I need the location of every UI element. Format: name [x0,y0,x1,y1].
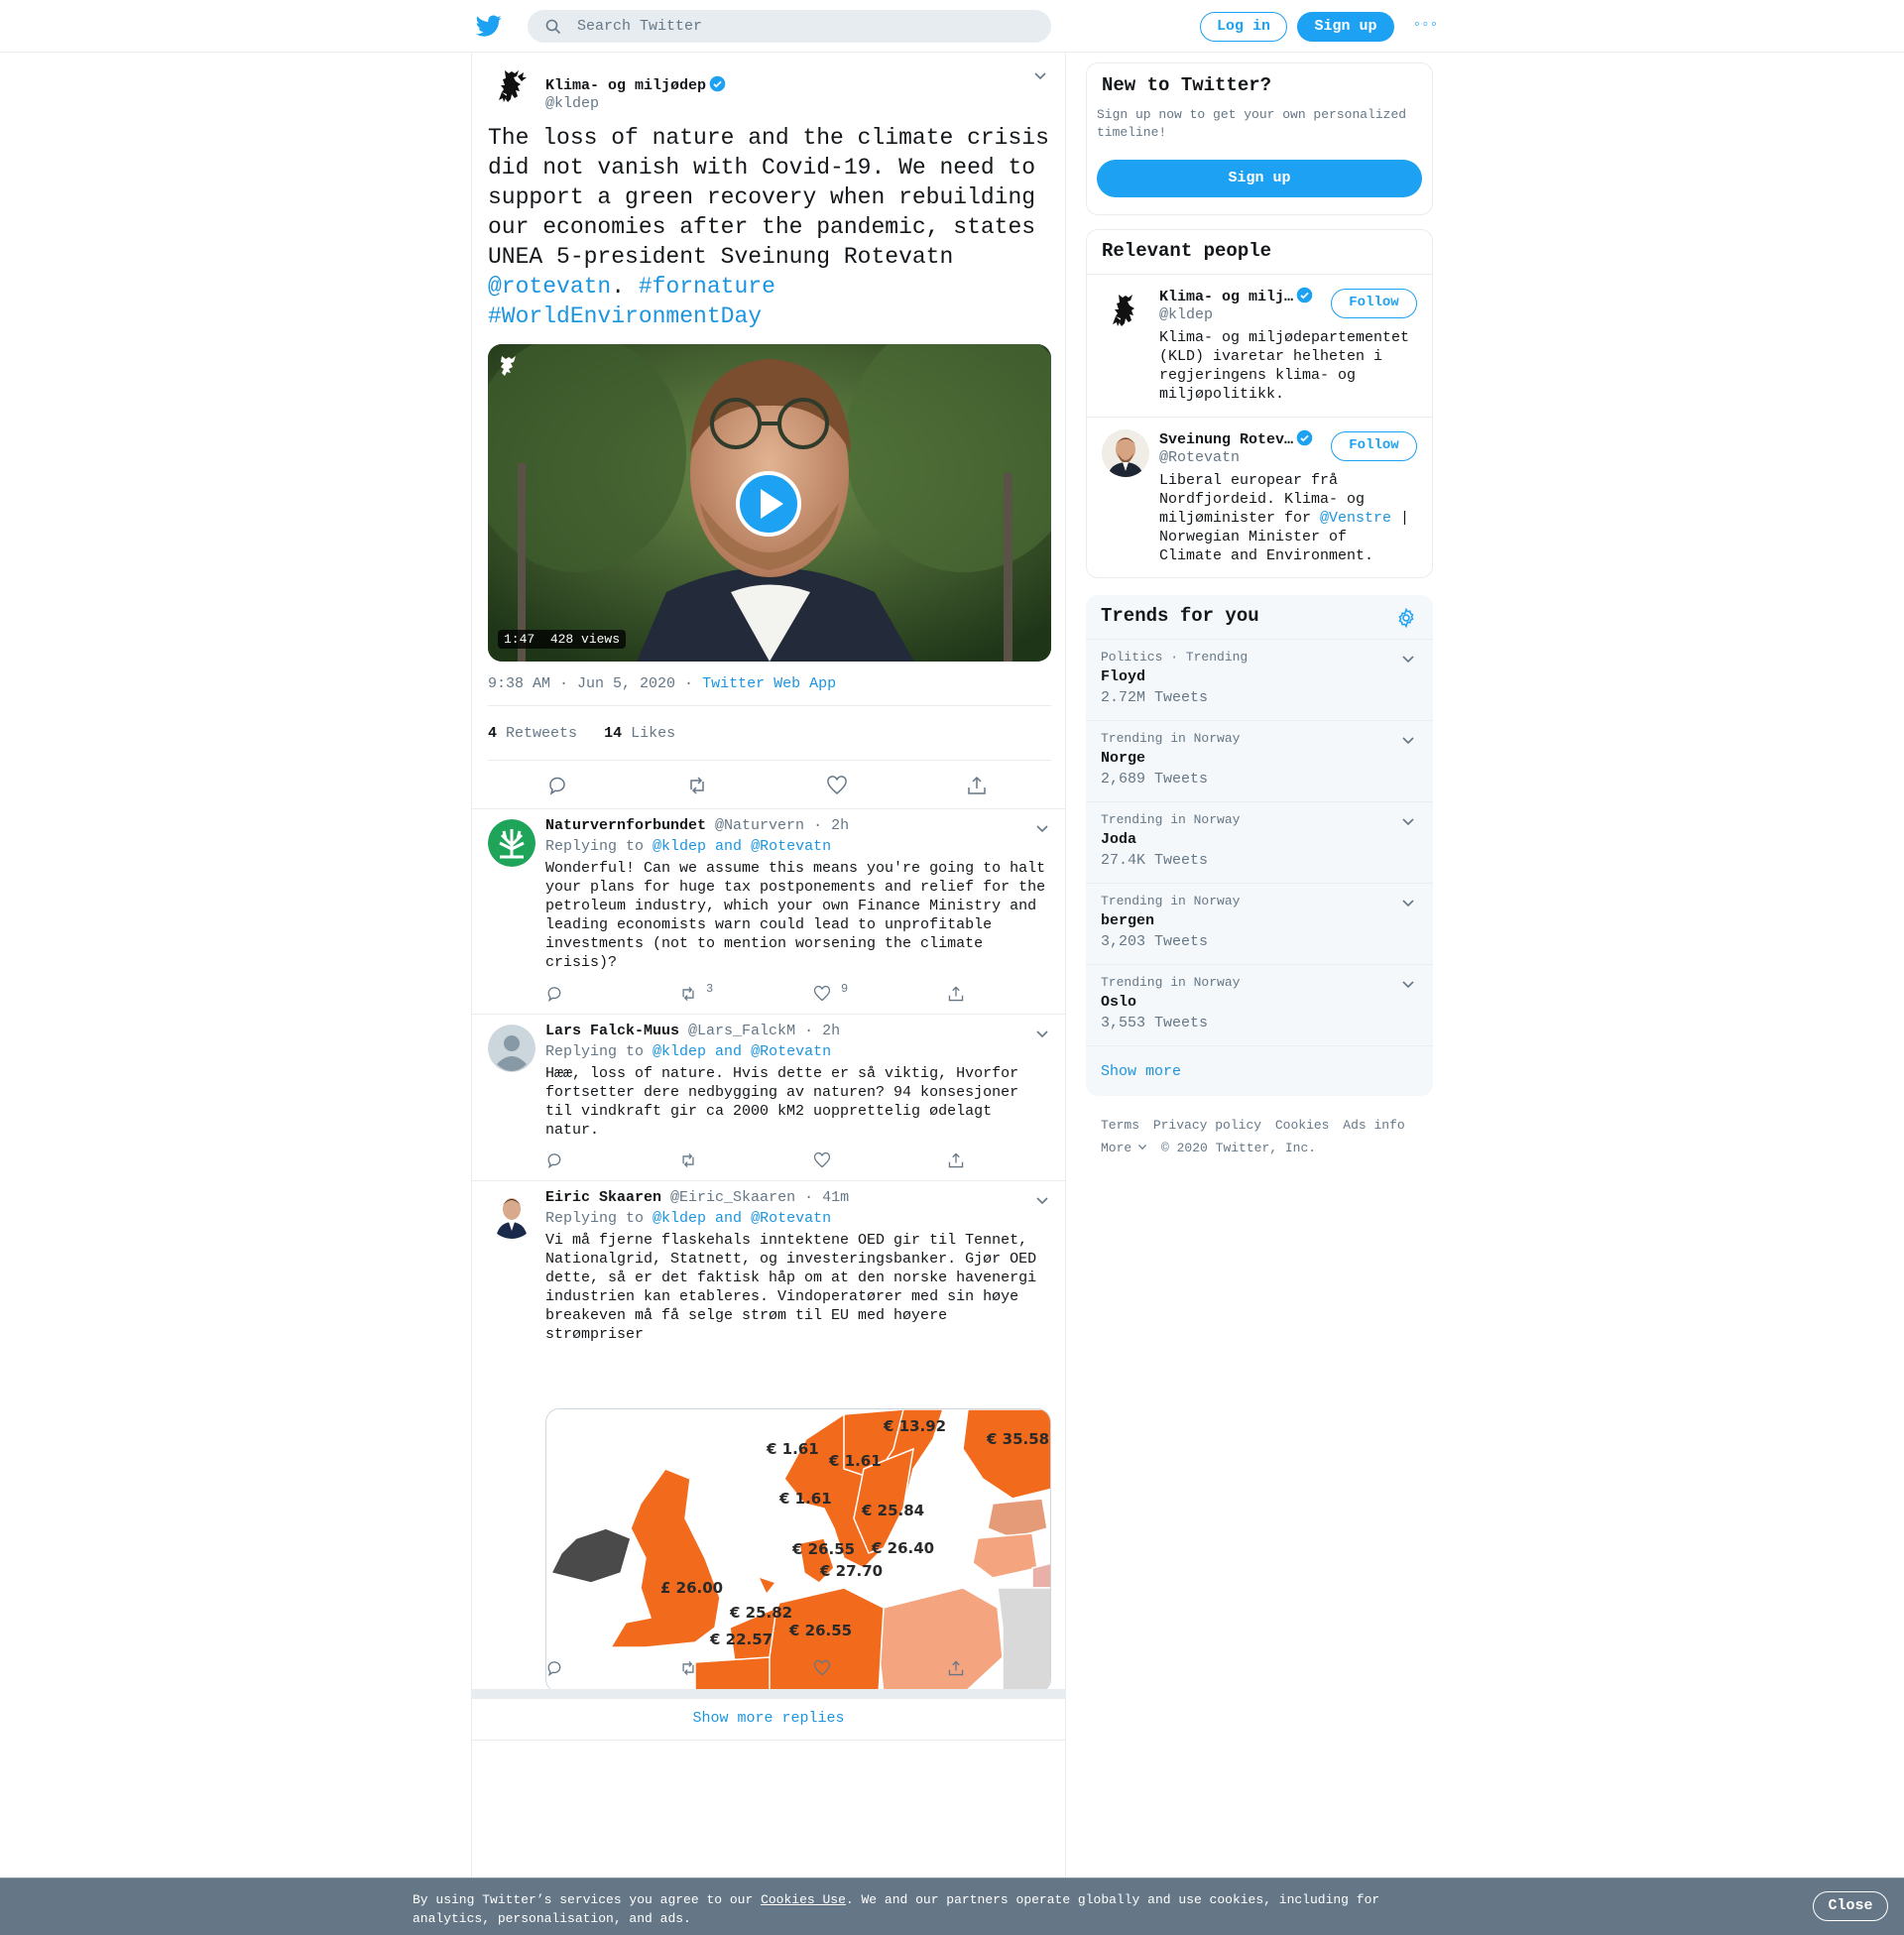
likes-count[interactable]: 14 [604,725,623,742]
reply-text: Wonderful! Can we assume this means you're going to halt your plans for huge tax postponements and relief for the petroleum industry, which your own Finance Ministry and leading economists warn could lead to unprofitable investments (not to mention worsening the climate crisis)? [545,860,1046,971]
reply-actions [545,1659,972,1679]
footer-link-privacy[interactable]: Privacy policy [1152,1118,1262,1133]
chevron-down-icon[interactable] [1035,821,1049,835]
top-bar [0,0,1904,53]
tweet-author-name[interactable] [545,75,726,94]
sidebar-signup-button[interactable]: Sign up [1097,160,1422,197]
reply-author-name[interactable]: Lars Falck-Muus [545,1023,680,1039]
tweet-header [488,62,1051,110]
avatar[interactable] [488,1025,536,1072]
card-title: Trends for you [1101,605,1259,627]
card-title: New to Twitter? [1102,74,1272,96]
retweet-icon[interactable] [686,775,708,796]
reply-author-handle[interactable]: @Naturvern [715,817,805,834]
likes-label[interactable]: Likes [631,725,676,742]
avatar[interactable] [1102,287,1149,334]
reply-icon[interactable] [545,985,563,1003]
trend-count: 2.72M Tweets [1101,689,1209,706]
trend-context: Trending in Norway [1101,812,1241,827]
share-icon[interactable] [966,775,988,796]
retweets-label[interactable]: Retweets [506,725,578,742]
person-bio-text: Liberal europear frå Nordfjordeid. Klima- og miljøminister for [1159,472,1366,527]
person-name[interactable] [1159,287,1313,305]
user-photo-icon [488,1191,536,1239]
person-bio [1159,471,1417,565]
attached-map-image[interactable] [545,1408,1051,1693]
map-price-label: € 1.61 [829,1452,882,1470]
person-name[interactable] [1159,429,1313,448]
map-price-label: € 27.70 [820,1562,884,1580]
tweet-stats [488,725,675,742]
trends-card [1086,595,1433,1096]
trend-context: Trending in Norway [1101,894,1241,908]
tweet-text-part: The loss of nature and the climate crisis did not vanish with Covid-19. We need to support a green recovery when rebuilding our economies after the pandemic, states UNEA 5-president Sveinung Rotevatn [488,125,1049,270]
like-icon[interactable] [813,1151,831,1169]
avatar[interactable] [488,62,536,110]
map-price-label: £ 26.00 [660,1579,724,1597]
trend-name[interactable]: Floyd [1101,668,1146,685]
replying-to [545,1210,831,1227]
card-text: Sign up now to get your own personalized timeline! [1097,107,1407,140]
reply-icon[interactable] [545,1659,563,1677]
trend-context: Trending in Norway [1101,975,1241,990]
replying-to-link[interactable]: @kldep and @Rotevatn [653,1210,832,1227]
play-icon[interactable] [736,471,801,537]
person-handle[interactable]: @kldep [1159,306,1214,323]
cookie-close-button[interactable]: Close [1813,1891,1888,1921]
replying-to [545,838,831,855]
reply-text: Vi må fjerne flaskehals inntektene OED gir til Tennet, Nationalgrid, Statnett, og investeringsbanker. Gjør OED dette, så er det faktisk håp om at den norske havenergi industrien kan etableres. Vindoperatører med sin høye breakeven må få selge strøm til EU med høyere strømpriser [545,1232,1037,1343]
map-price-label: € 1.61 [779,1490,832,1508]
map-price-label: € 26.40 [872,1539,935,1557]
replying-to-link[interactable]: @kldep and @Rotevatn [653,838,832,855]
footer-link-terms[interactable]: Terms [1101,1118,1140,1133]
reply-header [545,817,849,834]
map-price-label: € 13.92 [884,1417,947,1435]
reply-author-name[interactable]: Naturvernforbundet [545,817,707,834]
trend-count: 3,203 Tweets [1101,933,1209,950]
reply-author-handle[interactable]: @Eiric_Skaaren [670,1189,796,1206]
map-price-label: € 25.84 [862,1502,925,1519]
login-button[interactable]: Log in [1200,12,1287,42]
avatar[interactable] [1102,429,1149,477]
user-photo-icon [1102,429,1149,477]
norwegian-lion-icon [1102,287,1149,334]
cookie-text [413,1890,1404,1928]
trend-name[interactable]: Joda [1101,831,1137,848]
map-price-label: € 26.55 [792,1540,856,1558]
trend-context: Politics · Trending [1101,650,1249,665]
trend-count: 3,553 Tweets [1101,1015,1209,1031]
like-icon[interactable] [813,985,831,1003]
verified-badge-icon [1296,429,1313,446]
footer-link-cookies[interactable]: Cookies [1274,1118,1330,1133]
footer-more-button[interactable] [1101,1141,1147,1155]
reply-header [545,1023,840,1039]
map-price-label: € 22.57 [710,1631,774,1648]
retweets-count[interactable]: 4 [488,725,498,742]
cookies-use-link[interactable]: Cookies Use [761,1892,846,1907]
reply-icon[interactable] [545,1151,563,1169]
retweet-icon[interactable] [679,985,697,1003]
reply-icon[interactable] [546,775,568,796]
mention-link[interactable]: @Venstre [1320,510,1392,527]
replying-prefix: Replying to [545,838,645,855]
trend-item[interactable] [1086,964,1433,1045]
more-options-icon[interactable]: ◦◦◦ [1412,16,1438,34]
europe-price-map [546,1409,1051,1693]
timestamp[interactable]: 9:38 AM · Jun 5, 2020 [488,675,676,692]
trend-context: Trending in Norway [1101,731,1241,746]
trend-item[interactable] [1086,883,1433,964]
reply-tweet[interactable] [472,1014,1065,1180]
search-icon [545,19,561,35]
twitter-logo-icon[interactable] [476,13,502,39]
cookie-text-part: By using Twitter’s services you agree to our [413,1892,762,1907]
reply-tweet[interactable] [472,1180,1065,1689]
person-name-text[interactable]: Klima- og milj… [1159,289,1294,305]
replying-prefix: Replying to [545,1210,645,1227]
card-title: Relevant people [1102,240,1272,262]
footer-more-label[interactable]: More [1101,1141,1132,1155]
chevron-down-icon[interactable] [1401,814,1415,828]
trend-name[interactable]: Norge [1101,750,1146,767]
reply-age[interactable]: · 2h [813,817,850,834]
cookie-text-part: . We and our partners operate globally and use cookies, including for analytics, personalisation, and ads. [413,1892,1380,1926]
sidebar-footer [1101,1114,1428,1159]
reply-actions [545,1151,972,1171]
trends-show-more-link[interactable]: Show more [1101,1063,1182,1080]
replying-prefix: Replying to [545,1043,645,1060]
retweet-count: 3 [706,982,714,996]
retweet-icon[interactable] [679,1151,697,1169]
tweet-text-part: . [611,274,639,300]
mention-link[interactable]: @rotevatn [488,274,612,300]
map-price-label: € 25.82 [730,1604,793,1622]
like-icon[interactable] [826,775,848,796]
chevron-down-icon[interactable] [1401,652,1415,665]
chevron-down-icon[interactable] [1401,977,1415,991]
chevron-down-icon [1137,1142,1147,1151]
retweet-icon[interactable] [679,1659,697,1677]
map-price-label: € 35.58 [987,1430,1050,1448]
follow-button[interactable]: Follow [1331,431,1417,461]
reply-author-handle[interactable]: @Lars_FalckM [688,1023,796,1039]
signup-button[interactable]: Sign up [1297,12,1394,42]
video-duration-badge [498,630,626,649]
main-column [471,53,1066,1877]
avatar[interactable] [488,1191,536,1239]
naturvern-logo-icon [488,819,536,867]
reply-header [545,1189,849,1206]
separator: · [684,675,694,692]
chevron-down-icon[interactable] [1035,1193,1049,1207]
reply-tweet[interactable] [472,808,1065,1014]
divider [1086,1045,1433,1046]
verified-badge-icon [709,75,726,92]
show-more-replies-button[interactable]: Show more replies [472,1689,1065,1741]
tweet-timestamp [488,675,836,692]
hashtag-link[interactable]: #WorldEnvironmentDay [488,303,763,329]
person-bio: Klima- og miljødepartementet (KLD) ivaretar helheten i regjeringens klima- og miljøpolitikk. [1159,329,1410,403]
person-name-text[interactable]: Sveinung Rotev… [1159,431,1294,448]
tweet-actions [488,775,1051,804]
relevant-person[interactable] [1087,274,1432,417]
tweet-author-handle[interactable]: @kldep [545,95,600,112]
cookie-consent-bar [0,1877,1904,1935]
trend-item[interactable] [1086,801,1433,883]
divider [488,705,1051,706]
trend-count: 2,689 Tweets [1101,771,1209,787]
relevant-people-card [1086,229,1433,578]
replying-to [545,1043,831,1060]
search-input[interactable]: Search Twitter [577,18,703,35]
follow-button[interactable]: Follow [1331,289,1417,318]
new-to-twitter-card [1086,62,1433,215]
trend-name[interactable]: Oslo [1101,994,1137,1011]
map-price-label: € 1.61 [767,1440,819,1458]
reply-actions [545,982,972,1005]
like-icon[interactable] [813,1659,831,1677]
person-bio-text: | Norwegian Minister of Climate and Environment. [1159,510,1410,564]
hashtag-link[interactable]: #fornature [638,274,775,300]
share-icon[interactable] [947,1659,965,1677]
chevron-down-icon[interactable] [1035,1027,1049,1040]
video-views: 428 views [549,632,621,647]
avatar[interactable] [488,819,536,867]
video-player[interactable] [488,344,1051,662]
footer-link-ads-info[interactable]: Ads info [1343,1118,1405,1133]
share-icon[interactable] [947,1151,965,1169]
reply-text: Hææ, loss of nature. Hvis dette er så viktig, Hvorfor fortsetter dere nedbygging av naturen? 94 konsesjoner til vindkraft gir ca 2000 kM2 uopprettelig ødelagt natur. [545,1065,1019,1139]
reply-age[interactable]: · 41m [804,1189,850,1206]
chevron-down-icon[interactable] [1401,733,1415,747]
author-name-text[interactable]: Klima- og miljødep [545,77,707,94]
replying-to-link[interactable]: @kldep and @Rotevatn [653,1043,832,1060]
share-icon[interactable] [947,985,965,1003]
trend-name[interactable]: bergen [1101,912,1155,929]
default-avatar-icon [488,1025,536,1072]
source-link[interactable]: Twitter Web App [702,675,837,692]
reply-age[interactable]: · 2h [804,1023,841,1039]
person-handle[interactable]: @Rotevatn [1159,449,1241,466]
chevron-down-icon[interactable] [1033,68,1047,82]
video-duration: 1:47 [504,632,536,647]
tweet-text [488,123,1051,331]
divider [488,760,1051,761]
verified-badge-icon [1296,287,1313,303]
norwegian-lion-icon [488,62,536,110]
trend-item[interactable] [1086,639,1433,720]
relevant-person[interactable] [1087,417,1432,577]
trend-item[interactable] [1086,720,1433,801]
trend-count: 27.4K Tweets [1101,852,1209,869]
chevron-down-icon[interactable] [1401,896,1415,909]
footer-copyright: © 2020 Twitter, Inc. [1161,1141,1317,1155]
like-count: 9 [841,982,849,996]
map-price-label: € 26.55 [789,1622,853,1639]
gear-icon[interactable] [1396,608,1416,628]
reply-author-name[interactable]: Eiric Skaaren [545,1189,662,1206]
search-bar[interactable] [528,10,1051,43]
